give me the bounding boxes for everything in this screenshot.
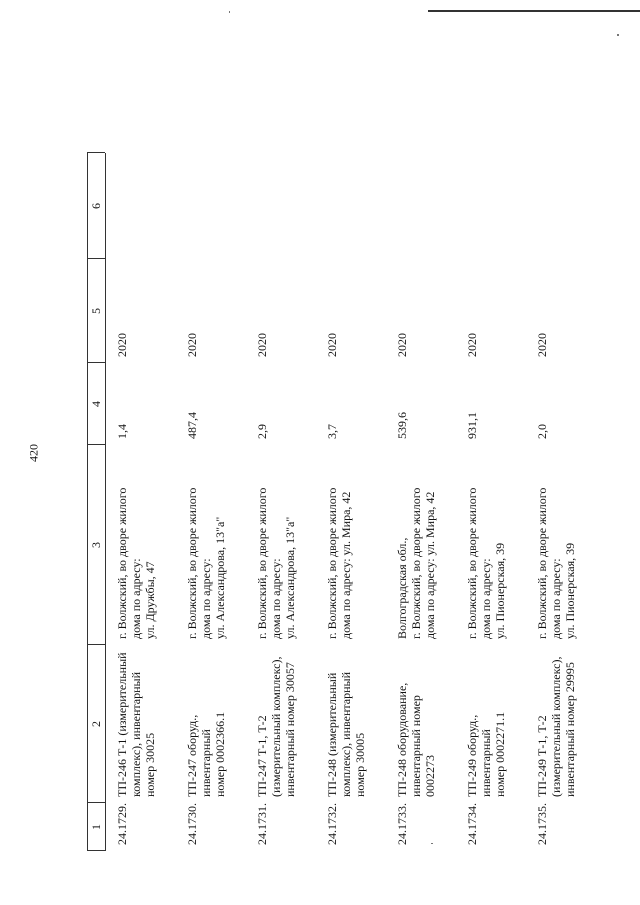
year: 2020	[325, 333, 339, 357]
row-number: 24.1734.	[465, 803, 479, 845]
value: 487,4	[185, 412, 199, 439]
year: 2020	[255, 333, 269, 357]
year: 2020	[115, 333, 129, 357]
year: 2020	[465, 333, 479, 357]
column-header-6: 6	[89, 203, 103, 209]
value: 931,1	[465, 412, 479, 439]
header-rule	[428, 10, 640, 12]
column-divider	[87, 152, 105, 153]
value: 1,4	[115, 424, 129, 439]
column-header-5: 5	[89, 308, 103, 314]
column-divider	[87, 644, 105, 645]
value: 2,0	[535, 424, 549, 439]
address: г. Волжский, во дворе жилого дома по адресу: ул. Александрова, 13"а"	[255, 487, 298, 639]
row-number: 24.1735.	[535, 803, 549, 845]
page-number: 420	[26, 444, 41, 462]
item-name: ТП-247 оборуд., инвентарный номер 0002366.1	[185, 711, 228, 797]
item-name: ТП-246 Т-1 (измерительный комплекс), инвентарный номер 30025	[115, 652, 158, 797]
inventory-table	[87, 63, 613, 851]
address: г. Волжский, во дворе жилого дома по адресу: ул. Мира, 42	[325, 487, 354, 639]
address: г. Волжский, во дворе жилого дома по адресу: ул. Александрова, 13"а"	[185, 487, 228, 639]
address: г. Волжский, во дворе жилого дома по адресу: ул. Пионерская, 39	[535, 487, 578, 639]
column-divider	[87, 258, 105, 259]
column-divider	[87, 850, 105, 851]
column-header-3: 3	[89, 542, 103, 548]
column-divider	[87, 362, 105, 363]
year: 2020	[395, 333, 409, 357]
value: 2,9	[255, 424, 269, 439]
header-bottom-rule	[105, 153, 106, 851]
year: 2020	[535, 333, 549, 357]
item-name: ТП-247 Т-1, Т-2 (измерительный комплекс), инвентарный номер 30057	[255, 656, 298, 797]
year: 2020	[185, 333, 199, 357]
row-number: 24.1733.	[395, 803, 409, 845]
address: г. Волжский, во дворе жилого дома по адресу: ул. Пионерская, 39	[465, 487, 508, 639]
row-number: 24.1731.	[255, 803, 269, 845]
column-header-2: 2	[89, 721, 103, 727]
column-header-4: 4	[89, 401, 103, 407]
row-number: 24.1730.	[185, 803, 199, 845]
value: 539,6	[395, 412, 409, 439]
row-number: 24.1732.	[325, 803, 339, 845]
item-name: ТП-249 оборуд., инвентарный номер 0002271.1	[465, 711, 508, 797]
item-name: ТП-248 оборудование, инвентарный номер 0002273	[395, 682, 438, 797]
item-name: ТП-248 (измерительный комплекс), инвентарный номер 30005	[325, 672, 368, 797]
scan-speck	[617, 34, 619, 36]
value: 3,7	[325, 424, 339, 439]
row-number: 24.1729.	[115, 803, 129, 845]
scan-speck	[229, 11, 230, 13]
column-divider	[87, 802, 105, 803]
column-divider	[87, 444, 105, 445]
address: г. Волжский, во дворе жилого дома по адресу: ул. Дружбы, 47	[115, 487, 158, 639]
column-header-1: 1	[89, 824, 103, 830]
address: Волгоградская обл., г. Волжский, во дворе жилого дома по адресу: ул. Мира, 42	[395, 487, 438, 639]
item-name: ТП-249 Т-1, Т-2 (измерительный комплекс), инвентарный номер 29995	[535, 656, 578, 797]
